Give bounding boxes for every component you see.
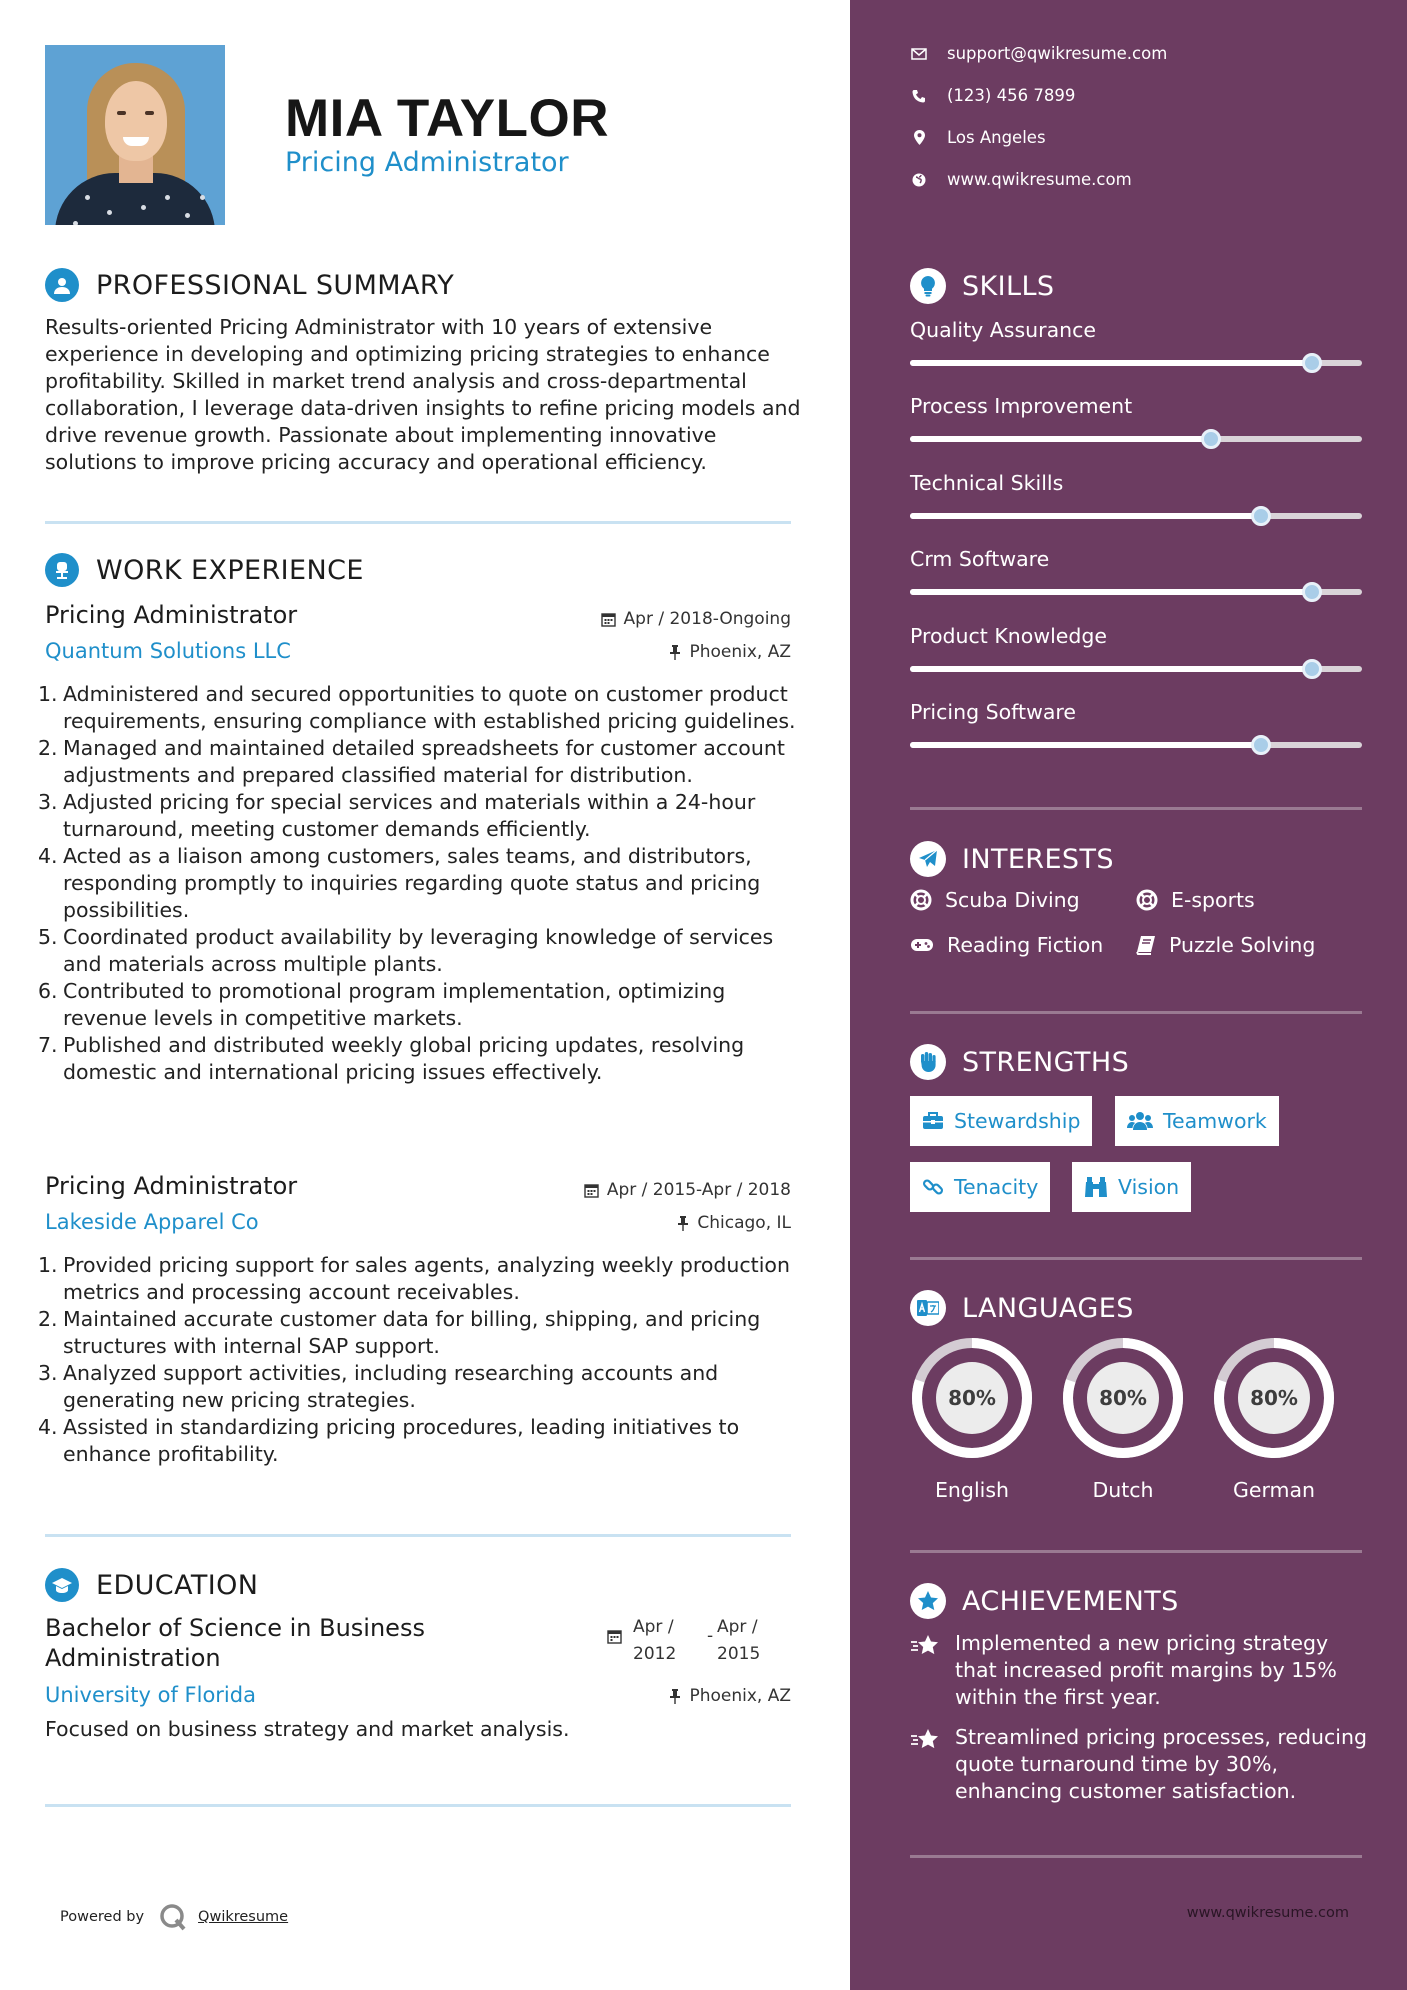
list-item: 3. Analyzed support activities, including researching accounts and generating new pricing strategies. (38, 1361, 719, 1412)
qwikresume-logo-icon (158, 1902, 188, 1932)
job-location (677, 1213, 791, 1233)
skills-heading (910, 268, 1054, 304)
paper-plane-icon (910, 841, 946, 877)
list-item: 4. Assisted in standardizing pricing procedures, leading initiatives to enhance profitability. (38, 1415, 740, 1466)
strength-chip: Stewardship (910, 1096, 1092, 1146)
lifebuoy-icon (1136, 889, 1158, 911)
skill-bar-fill (910, 666, 1312, 672)
footer-url[interactable]: www.qwikresume.com (1186, 1905, 1349, 1921)
profile-photo (45, 45, 225, 225)
chair-icon (45, 553, 79, 587)
calendar-icon (601, 612, 616, 627)
language-item (1212, 1336, 1336, 1502)
language-name: English (934, 1478, 1010, 1502)
education-end: Apr / 2015 (717, 1617, 761, 1664)
link-icon (922, 1176, 944, 1198)
pin-icon (669, 1689, 681, 1704)
job-bullets (38, 681, 798, 1086)
list-item: 4. Acted as a liaison among customers, sales teams, and distributors, responding promptly to inquiries regarding quote status and pricing possibilities. (38, 844, 761, 922)
education-title: EDUCATION (96, 1569, 259, 1601)
skill-bar-fill (910, 360, 1312, 366)
phone-icon (910, 89, 928, 103)
job-dates-text: Apr / 2018-Ongoing (623, 609, 791, 629)
envelope-icon (910, 48, 928, 60)
list-item: 1. Provided pricing support for sales agents, analyzing weekly production metrics and processing account receivables. (38, 1253, 790, 1304)
language-item (1061, 1336, 1185, 1502)
language-name: German (1232, 1478, 1316, 1502)
skill-bar-fill (910, 513, 1261, 519)
skills-title: SKILLS (962, 270, 1055, 302)
strength-chip: Tenacity (910, 1162, 1050, 1212)
job-title: Pricing Administrator (45, 1172, 298, 1200)
star-icon (910, 1728, 940, 1759)
skill-level-knob (1302, 659, 1322, 679)
list-item: 3. Adjusted pricing for special services and materials within a 24-hour turnaround, meeting customer demands efficiently. (38, 790, 756, 841)
interests-heading (910, 841, 1114, 877)
candidate-role: Pricing Administrator (285, 147, 569, 178)
summary-title: PROFESSIONAL SUMMARY (96, 269, 455, 301)
education-location (669, 1686, 791, 1706)
company-name: Quantum Solutions LLC (45, 639, 291, 663)
school-name: University of Florida (45, 1683, 256, 1707)
section-divider (45, 1534, 791, 1537)
skill-level-knob (1251, 506, 1271, 526)
skill-bar (910, 742, 1362, 748)
lightbulb-icon (910, 268, 946, 304)
language-gauge (910, 1336, 1034, 1460)
skill-bar-fill (910, 589, 1312, 595)
globe-icon (910, 173, 928, 187)
job-bullets (38, 1252, 798, 1468)
summary-text: Results-oriented Pricing Administrator with 10 years of extensive experience in developing and optimizing pricing strategies to enhance profitability. Skilled in market trend analysis and cross-departmental collaboration, I leverage data-driven insights to refine pricing models and drive revenue growth. Passionate about implementing innovative solutions to improve pricing accuracy and operational efficiency. (45, 315, 801, 474)
users-icon (1127, 1111, 1153, 1131)
list-item: 1. Administered and secured opportunities to quote on customer product requirements, ensuring compliance with established pricing guidelines. (38, 682, 796, 733)
map-pin-icon (910, 130, 928, 145)
interests-title: INTERESTS (962, 843, 1114, 875)
achievements-title: ACHIEVEMENTS (962, 1585, 1179, 1617)
list-item: 6. Contributed to promotional program implementation, optimizing revenue levels in competitive markets. (38, 979, 726, 1030)
languages-title: LANGUAGES (962, 1292, 1134, 1324)
education-description: Focused on business strategy and market analysis. (45, 1717, 570, 1741)
contact-website[interactable]: www.qwikresume.com (910, 170, 1132, 189)
job-location (669, 642, 791, 662)
calendar-icon (584, 1183, 599, 1198)
contact-phone[interactable]: (123) 456 7899 (910, 86, 1075, 105)
fist-icon (910, 1044, 946, 1080)
language-percent: 80% (1099, 1386, 1147, 1410)
skill-bar (910, 360, 1362, 366)
interest-item: E-sports (1136, 888, 1255, 912)
section-divider (910, 1550, 1362, 1553)
strengths-title: STRENGTHS (962, 1046, 1130, 1078)
contact-location: Los Angeles (910, 128, 1046, 147)
list-item: 7. Published and distributed weekly global pricing updates, resolving domestic and international pricing issues effectively. (38, 1033, 745, 1084)
skill-name: Crm Software (910, 547, 1050, 572)
skill-level-knob (1251, 735, 1271, 755)
powered-by-label: Powered by (60, 1909, 145, 1925)
language-percent: 80% (1250, 1386, 1298, 1410)
job-dates-text: Apr / 2015-Apr / 2018 (606, 1180, 791, 1200)
skill-name: Technical Skills (910, 470, 1064, 495)
skill-bar (910, 666, 1362, 672)
job-title: Pricing Administrator (45, 601, 298, 629)
section-divider (910, 807, 1362, 810)
sidebar (850, 0, 1407, 1990)
job-dates (584, 1180, 791, 1200)
skill-bar (910, 436, 1362, 442)
contact-email[interactable]: support@qwikresume.com (910, 44, 1167, 63)
strength-chip: Vision (1072, 1162, 1191, 1212)
star-icon (910, 1583, 946, 1619)
main-column: MIA TAYLOR Pricing Administrator PROFESSIONAL SUMMARY Results-oriented Pricing Administrator with 10 years of extensive experience in developing and optimizing pricing strategies to enhance profitability. Skilled in market trend analysis and cross-departmental collaboration, I leverage data-driven insights to refine pricing models and drive revenue growth. Passionate about implementing innovative solutions to improve pricing accuracy and operational efficiency. WORK EXPERIENCE Pricing Administrator Apr / 2018-Ongoing Quantum Solutions LLC Phoenix, AZ 1. Administered and secured opportunities to quote on customer product requirements, ensuring compliance with established pricing guidelines. 2. Managed and maintained detailed spreadsheets for customer account adjustments and prepared classified material for distribution. 3. Adjusted pricing for special services and materials within a 24-hour turnaround, meeting customer demands efficiently. 4. Acted as a liaison among customers, sales teams, and distributors, responding promptly to inquiries regarding quote status and pricing possibilities. 5. Coordinated product availability by leveraging knowledge of services and materials across multiple plants. 6. Contributed to promotional program implementation, optimizing revenue levels in competitive markets. 7. Published and distributed weekly global pricing updates, resolving domestic and international pricing issues effectively. Pricing Administrator Apr / 2015-Apr / 2018 Lakeside Apparel Co Chicago, IL 1. Provided pricing support for sales agents, analyzing weekly production metrics and processing account receivables. 2. Maintained accurate customer data for billing, shipping, and pricing structures with internal SAP support. 3. Analyzed support activities, including researching accounts and generating new pricing strategies. 4. Assisted in standardizing pricing procedures, leading initiatives to enhance profitability. EDUCATION Bachelor of Science in Business Administration Apr / 2012 - Apr / 2015 University of Florida Phoenix, AZ Focused on business strategy and market analysis. Powered by Qwikresume (0, 0, 850, 1990)
education-start: Apr / 2012 (633, 1617, 677, 1664)
job-location-text: Phoenix, AZ (689, 642, 791, 662)
skill-name: Product Knowledge (910, 623, 1108, 648)
achievements-heading (910, 1583, 1179, 1619)
pin-icon (677, 1216, 689, 1231)
book-icon (1136, 935, 1156, 955)
skill-bar-fill (910, 436, 1211, 442)
star-icon (910, 1634, 940, 1665)
achievement-item: Implemented a new pricing strategy that increased profit margins by 15% within the first year. (910, 1630, 1370, 1711)
skill-name: Pricing Software (910, 700, 1076, 724)
language-percent: 80% (948, 1386, 996, 1410)
section-divider (45, 1804, 791, 1807)
list-item: 2. Managed and maintained detailed spreadsheets for customer account adjustments and prepared classified material for distribution. (38, 736, 785, 787)
interest-item: Scuba Diving (910, 888, 1080, 912)
skill-level-knob (1302, 353, 1322, 373)
candidate-name: MIA TAYLOR (285, 89, 609, 148)
skill-bar-fill (910, 742, 1261, 748)
experience-title: WORK EXPERIENCE (96, 554, 364, 586)
briefcase-icon (922, 1112, 944, 1130)
skill-level-knob (1201, 429, 1221, 449)
lifebuoy-icon (910, 889, 932, 911)
company-name: Lakeside Apparel Co (45, 1210, 259, 1234)
list-item: 2. Maintained accurate customer data for billing, shipping, and pricing structures with internal SAP support. (38, 1307, 761, 1358)
education-location-text: Phoenix, AZ (689, 1686, 791, 1706)
job-location-text: Chicago, IL (697, 1213, 791, 1233)
calendar-icon (607, 1629, 622, 1644)
language-item (910, 1336, 1034, 1502)
achievement-item: Streamlined pricing processes, reducing quote turnaround time by 30%, enhancing customer satisfaction. (910, 1724, 1370, 1805)
skill-bar (910, 513, 1362, 519)
education-heading (45, 1568, 258, 1602)
interest-item: Puzzle Solving (1136, 933, 1315, 957)
strength-chip: Teamwork (1115, 1096, 1279, 1146)
section-divider (910, 1855, 1362, 1858)
experience-heading (45, 553, 364, 587)
graduation-cap-icon (45, 1568, 79, 1602)
translate-icon (910, 1290, 946, 1326)
list-item: 5. Coordinated product availability by leveraging knowledge of services and materials across multiple plants. (38, 925, 774, 976)
job-dates (601, 609, 791, 629)
section-divider (45, 521, 791, 524)
skill-name: Quality Assurance (910, 318, 1097, 342)
qwikresume-link[interactable]: Qwikresume (198, 1909, 289, 1925)
binoculars-icon (1084, 1176, 1108, 1198)
section-divider (910, 1011, 1362, 1014)
summary-heading (45, 268, 454, 302)
strengths-heading (910, 1044, 1129, 1080)
language-gauge (1212, 1336, 1336, 1460)
pin-icon (669, 645, 681, 660)
powered-by (60, 1902, 288, 1932)
gamepad-icon (910, 937, 934, 953)
language-name: Dutch (1092, 1478, 1154, 1502)
skill-bar (910, 589, 1362, 595)
skill-name: Process Improvement (910, 394, 1133, 419)
interest-item: Reading Fiction (910, 933, 1103, 957)
languages-heading (910, 1290, 1134, 1326)
degree-title: Bachelor of Science in Business Administration (45, 1614, 425, 1672)
skill-level-knob (1302, 582, 1322, 602)
section-divider (910, 1257, 1362, 1260)
user-icon (45, 268, 79, 302)
language-gauge (1061, 1336, 1185, 1460)
